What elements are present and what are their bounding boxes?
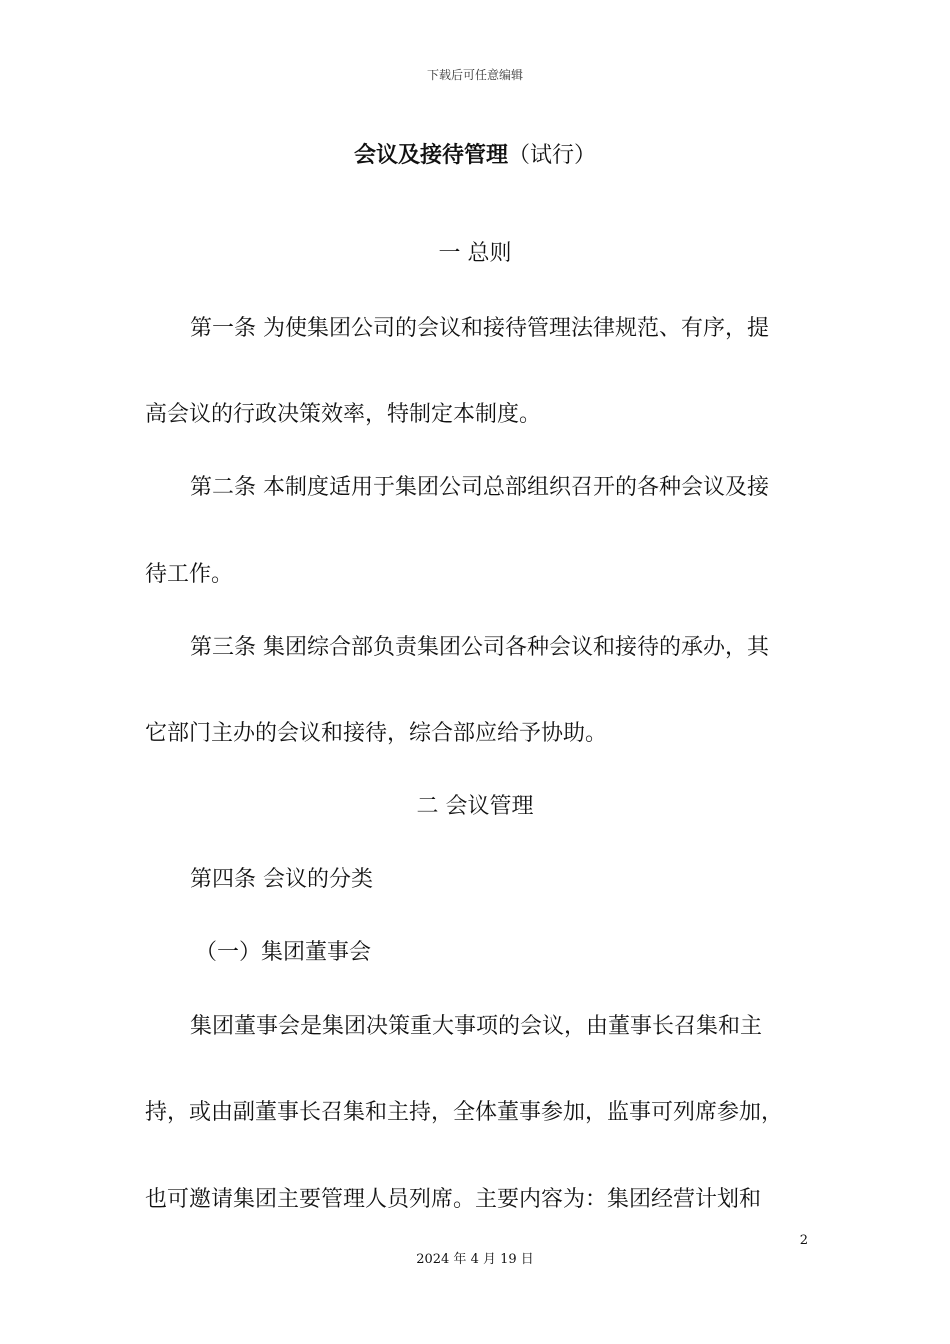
article-3-line-1: 第三条 集团综合部负责集团公司各种会议和接待的承办，其 — [190, 635, 769, 660]
article-1-line-2: 高会议的行政决策效率，特制定本制度。 — [145, 402, 542, 427]
header-note: 下载后可任意编辑 — [426, 68, 523, 82]
section-heading-meeting: 二 会议管理 — [416, 794, 534, 819]
article-3-line-2: 它部门主办的会议和接待，综合部应给予协助。 — [145, 721, 608, 746]
article-2-line-1: 第二条 本制度适用于集团公司总部组织召开的各种会议及接 — [190, 475, 769, 500]
article-2-line-2: 待工作。 — [145, 562, 234, 587]
article-4-subitem-1: （一）集团董事会 — [195, 940, 372, 965]
document-title-main: 会议及接待管理 — [353, 143, 508, 168]
section-heading-general: 一 总则 — [438, 241, 512, 266]
article-1-line-1: 第一条 为使集团公司的会议和接待管理法律规范、有序，提 — [190, 316, 769, 341]
paragraph-line-2: 持，或由副董事长召集和主持，全体董事参加，监事可列席参加， — [145, 1100, 784, 1125]
paragraph-line-1: 集团董事会是集团决策重大事项的会议，由董事长召集和主 — [190, 1014, 763, 1039]
document-title — [0, 138, 950, 169]
footer-date: 2024 年 4 月 19 日 — [416, 1252, 534, 1267]
article-4-line: 第四条 会议的分类 — [190, 867, 373, 892]
page-number: 2 — [799, 1233, 808, 1248]
document-title-sub: （试行） — [508, 143, 597, 168]
paragraph-line-3: 也可邀请集团主要管理人员列席。主要内容为：集团经营计划和 — [145, 1187, 762, 1212]
